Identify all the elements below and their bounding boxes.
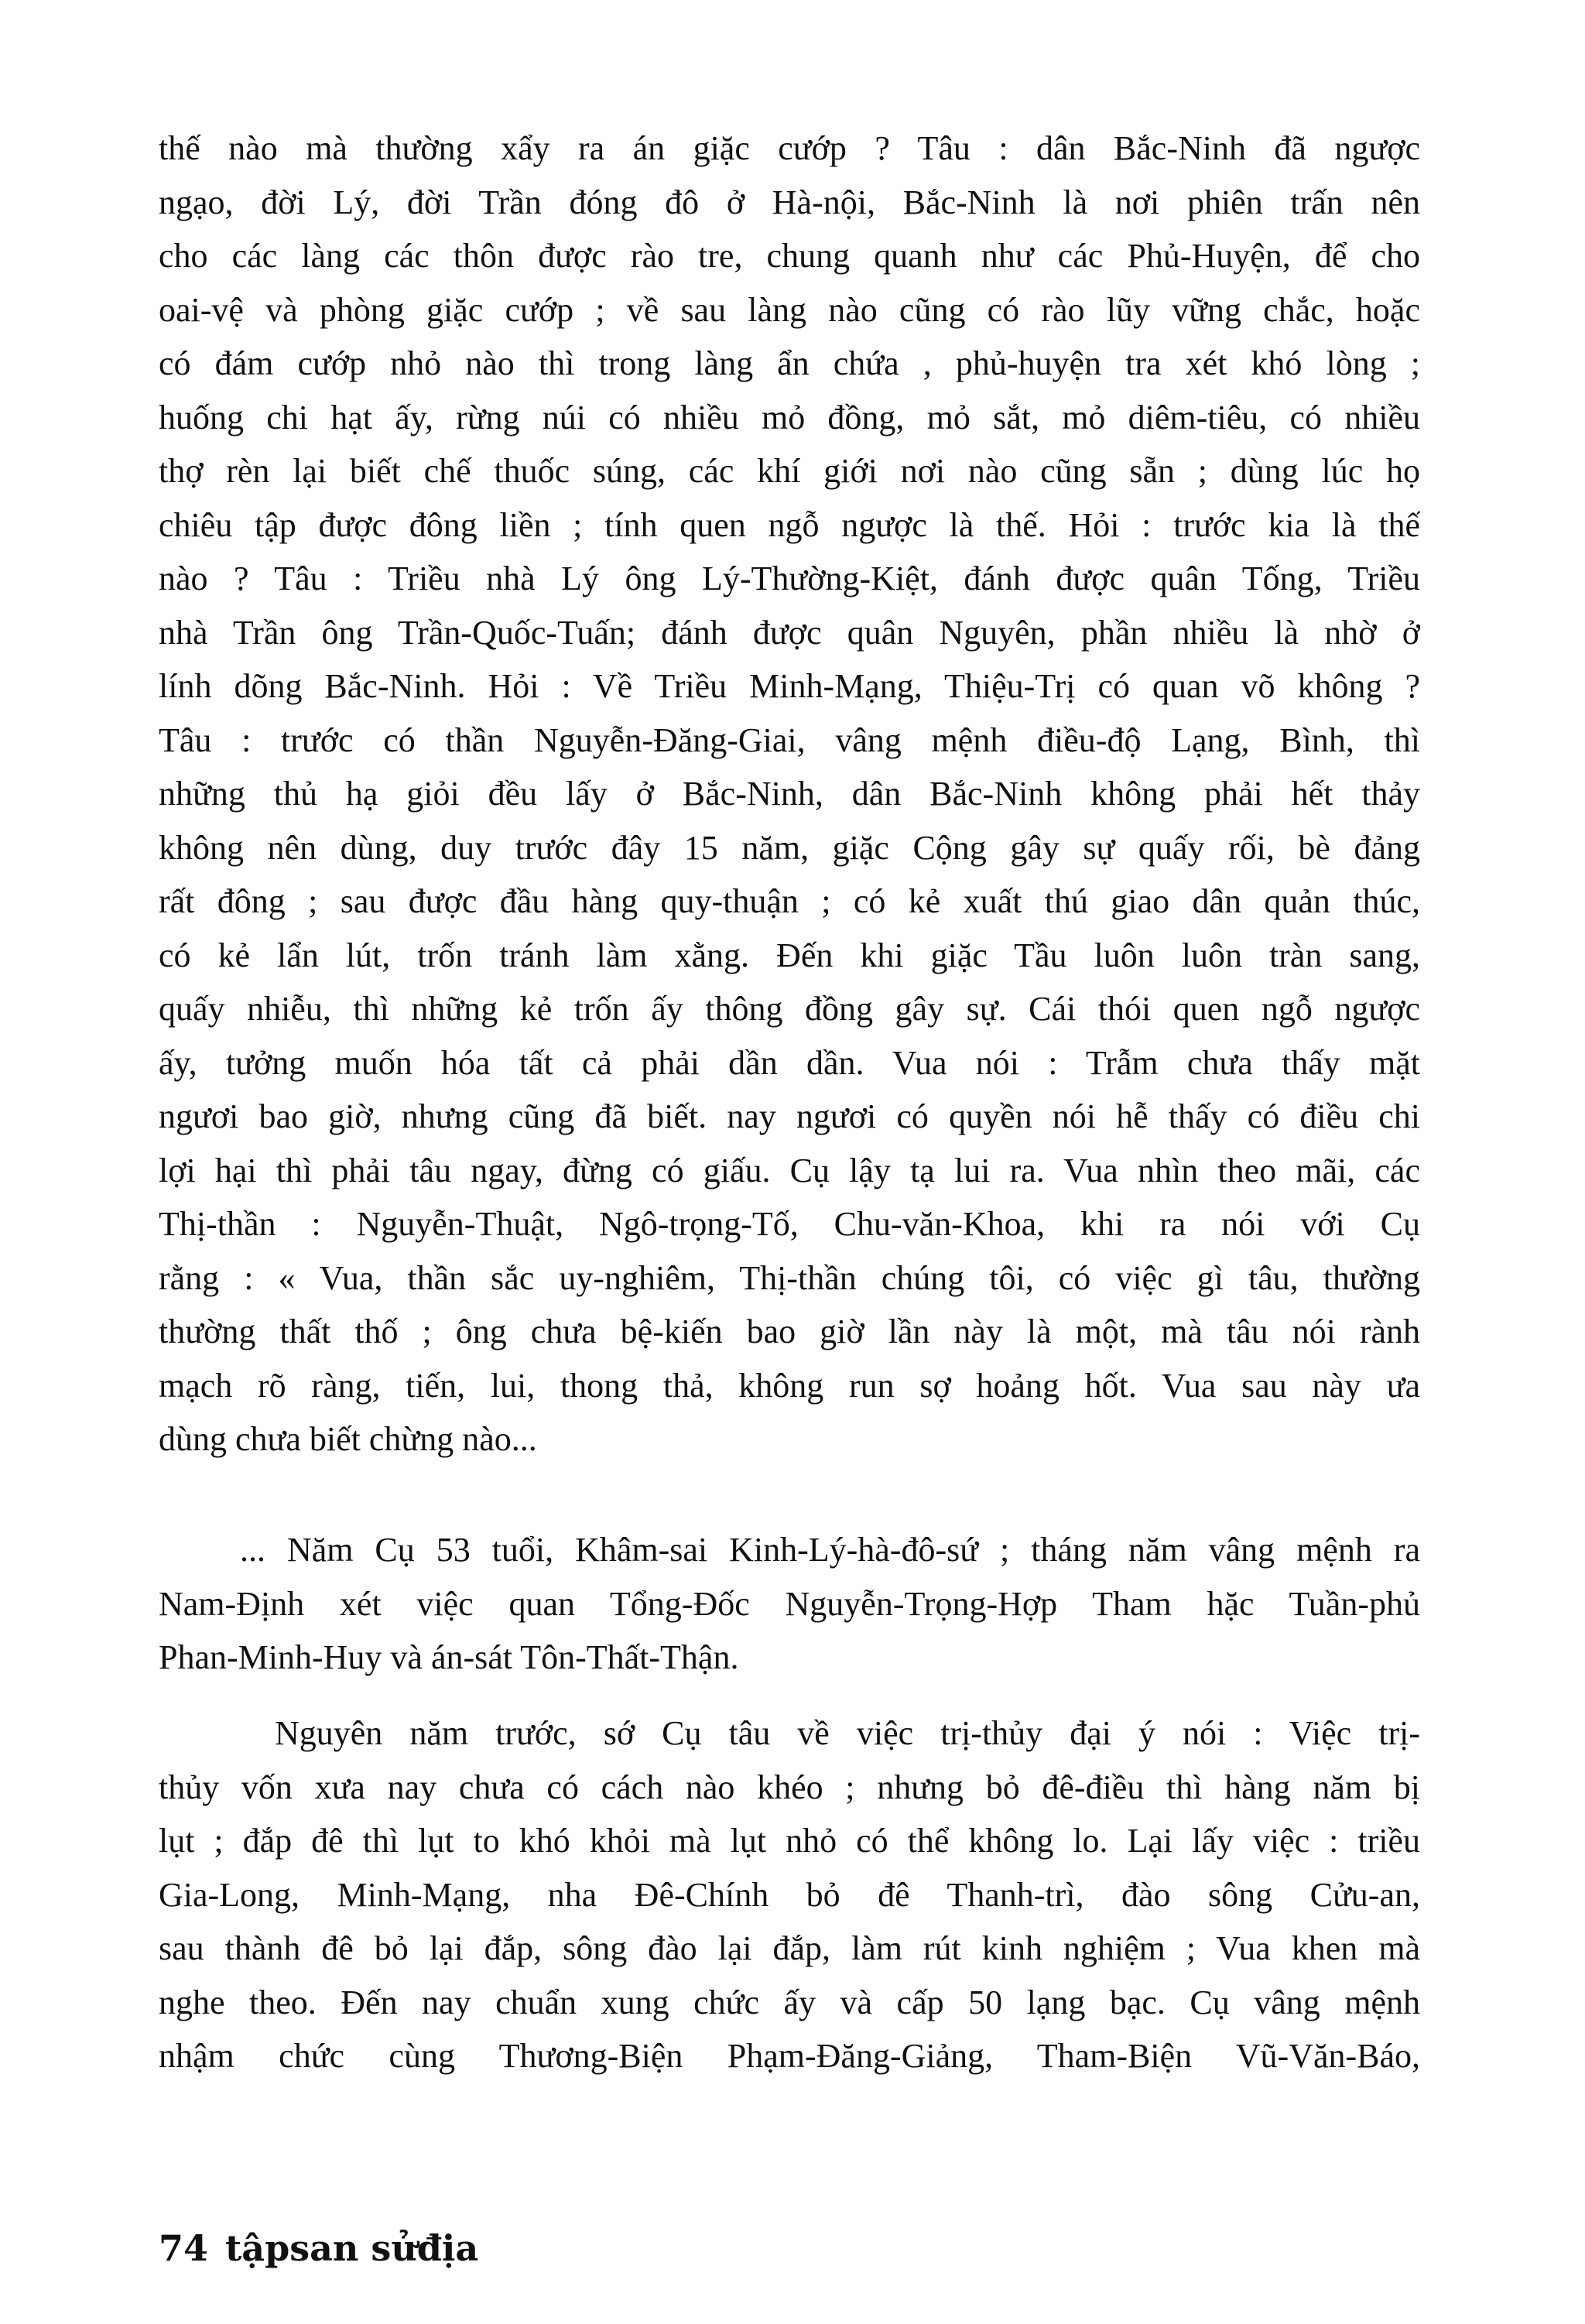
text-line: Tâu : trước có thần Nguyễn-Đăng-Giai, vâng mệnh điều-độ Lạng, Bình, thì (159, 720, 1420, 759)
text-line: ngươi bao giờ, nhưng cũng đã biết. nay ngươi có quyền nói hễ thấy có điều chi (159, 1097, 1420, 1135)
paragraph-1 (159, 122, 1420, 1467)
text-line: thường thất thố ; ông chưa bệ-kiến bao giờ lần này là một, mà tâu nói rành (159, 1313, 1420, 1350)
text-line: ngạo, đời Lý, đời Trần đóng đô ở Hà-nội, Bắc-Ninh là nơi phiên trấn nên (159, 183, 1420, 221)
text-line: nào ? Tâu : Triều nhà Lý ông Lý-Thường-Kiệt, đánh được quân Tống, Triều (159, 560, 1420, 597)
paragraph-3 (159, 1706, 1420, 2083)
text-line: mạch rõ ràng, tiến, lui, thong thả, không run sợ hoảng hốt. Vua sau này ưa (159, 1366, 1420, 1405)
text-line: ấy, tưởng muốn hóa tất cả phải dần dần. Vua nói : Trẫm chưa thấy mặt (159, 1043, 1420, 1082)
text-line: nhà Trần ông Trần-Quốc-Tuấn; đánh được quân Nguyên, phần nhiều là nhờ ở (159, 613, 1420, 652)
page-footer (159, 2227, 478, 2269)
text-line: Gia-Long, Minh-Mạng, nha Đê-Chính bỏ đê Thanh-trì, đào sông Cửu-an, (159, 1875, 1420, 1914)
paragraph-2 (159, 1523, 1420, 1685)
text-line: có kẻ lẩn lút, trốn tránh làm xằng. Đến khi giặc Tầu luôn luôn tràn sang, (159, 936, 1420, 974)
text-line: thợ rèn lại biết chế thuốc súng, các khí giới nơi nào cũng sẵn ; dùng lúc họ (159, 452, 1420, 490)
text-line: Phan-Minh-Huy và án-sát Tôn-Thất-Thận. (159, 1638, 739, 1676)
text-line: sau thành đê bỏ lại đắp, sông đào lại đắp, làm rút kinh nghiệm ; Vua khen mà (159, 1929, 1420, 1967)
text-line: rất đông ; sau được đầu hàng quy-thuận ; có kẻ xuất thú giao dân quản thúc, (159, 882, 1420, 920)
text-line: dùng chưa biết chừng nào... (159, 1420, 537, 1458)
text-line: ... Năm Cụ 53 tuổi, Khâm-sai Kinh-Lý-hà-đô-sứ ; tháng năm vâng mệnh ra (240, 1531, 1420, 1569)
text-line: thủy vốn xưa nay chưa có cách nào khéo ; nhưng bỏ đê-điều thì hàng năm bị (159, 1768, 1420, 1806)
text-line: lụt ; đắp đê thì lụt to khó khỏi mà lụt nhỏ có thể không lo. Lại lấy việc : triều (159, 1822, 1420, 1860)
text-line: cho các làng các thôn được rào tre, chung quanh như các Phủ-Huyện, để cho (159, 237, 1420, 275)
text-line: không nên dùng, duy trước đây 15 năm, giặc Cộng gây sự quấy rối, bè đảng (159, 828, 1420, 867)
text-line: Thị-thần : Nguyễn-Thuật, Ngô-trọng-Tố, Chu-văn-Khoa, khi ra nói với Cụ (159, 1205, 1420, 1243)
text-line: nhậm chức cùng Thương-Biện Phạm-Đăng-Giảng, Tham-Biện Vũ-Văn-Báo, (159, 2037, 1420, 2075)
text-line: những thủ hạ giỏi đều lấy ở Bắc-Ninh, dân Bắc-Ninh không phải hết thảy (159, 775, 1420, 813)
text-line: có đám cướp nhỏ nào thì trong làng ẩn chứa , phủ-huyện tra xét khó lòng ; (159, 344, 1420, 382)
text-line: huống chi hạt ấy, rừng núi có nhiều mỏ đồng, mỏ sắt, mỏ diêm-tiêu, có nhiều (159, 398, 1420, 436)
publication-name: tậpsan sửđịa (225, 2227, 479, 2269)
text-line: rằng : « Vua, thần sắc uy-nghiêm, Thị-thần chúng tôi, có việc gì tâu, thường (159, 1258, 1420, 1297)
text-line: lợi hại thì phải tâu ngay, đừng có giấu. Cụ lậy tạ lui ra. Vua nhìn theo mãi, các (159, 1151, 1420, 1189)
text-line: Nam-Định xét việc quan Tổng-Đốc Nguyễn-Trọng-Hợp Tham hặc Tuần-phủ (159, 1584, 1420, 1623)
text-line: quấy nhiễu, thì những kẻ trốn ấy thông đồng gây sự. Cái thói quen ngỗ ngược (159, 990, 1420, 1028)
text-line: thế nào mà thường xẩy ra án giặc cướp ? Tâu : dân Bắc-Ninh đã ngược (159, 129, 1420, 167)
text-line: lính dõng Bắc-Ninh. Hỏi : Về Triều Minh-Mạng, Thiệu-Trị có quan võ không ? (159, 667, 1420, 705)
text-line: Nguyên năm trước, sớ Cụ tâu về việc trị-thủy đại ý nói : Việc trị- (275, 1714, 1420, 1752)
page-number: 74 (159, 2227, 209, 2269)
text-line: nghe theo. Đến nay chuẩn xung chức ấy và cấp 50 lạng bạc. Cụ vâng mệnh (159, 1983, 1420, 2021)
text-line: chiêu tập được đông liền ; tính quen ngỗ ngược là thế. Hỏi : trước kia là thế (159, 505, 1420, 544)
text-line: oai-vệ và phòng giặc cướp ; về sau làng nào cũng có rào lũy vững chắc, hoặc (159, 290, 1420, 329)
